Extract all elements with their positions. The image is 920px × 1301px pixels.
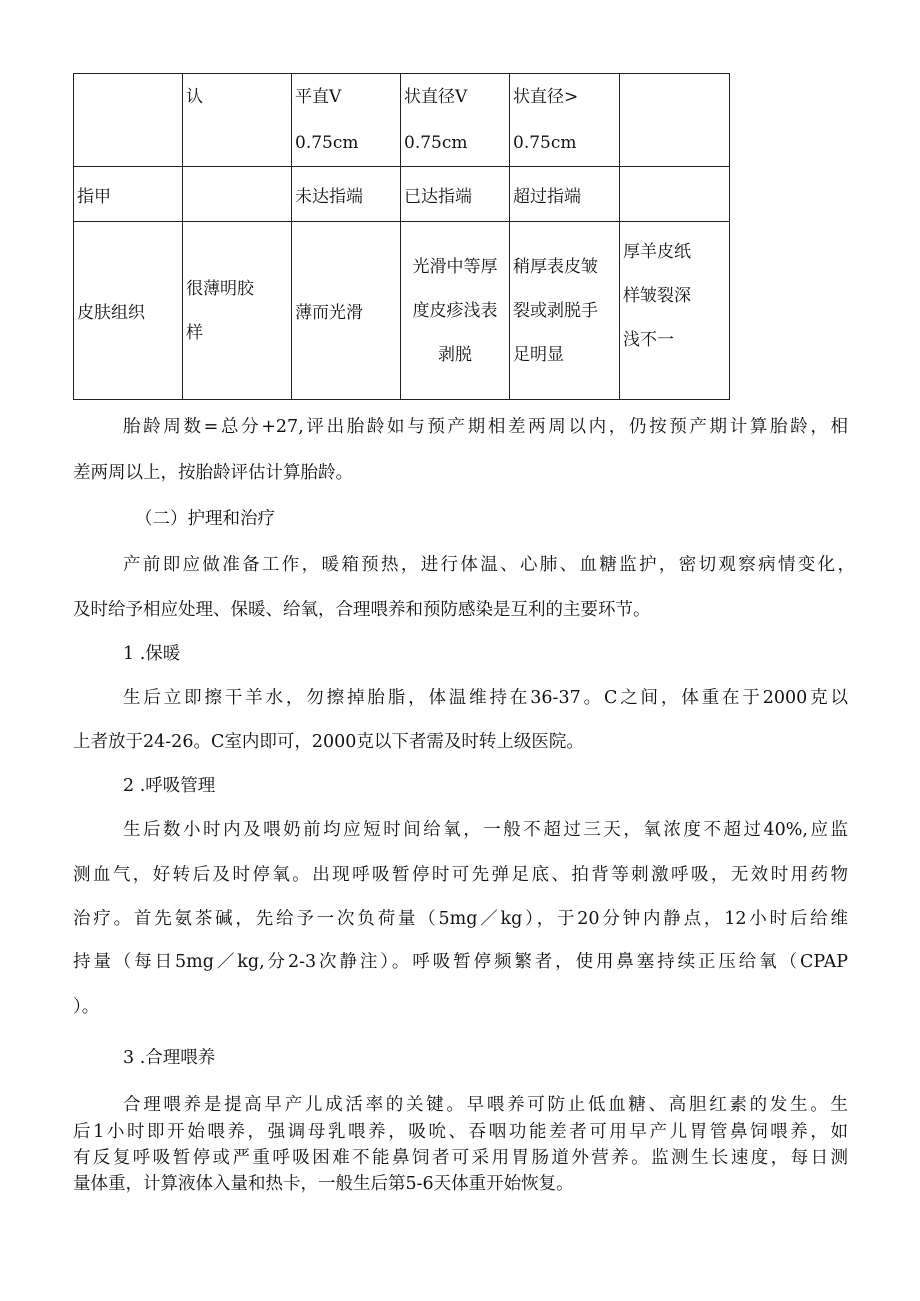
table-cell — [292, 74, 401, 167]
section-heading: （二）护理和治疗 — [135, 509, 275, 529]
assessment-table — [73, 73, 730, 400]
cell-line: 平直V — [295, 87, 342, 107]
paragraph-line: 测血气，好转后及时停氧。出现呼吸暂停时可先弹足底、拍背等刺激呼吸，无效时用药物 — [73, 865, 848, 885]
table-cell: 超过指端 — [510, 167, 620, 222]
table-cell: 薄而光滑 — [292, 222, 401, 400]
paragraph-line: 后1小时即开始喂养，强调母乳喂养，吸吮、吞咽功能差者可用早产儿胃管鼻饲喂养，如 — [73, 1122, 848, 1142]
cell-line: 0.75cm — [404, 133, 468, 153]
cell-line: 0.75cm — [513, 133, 577, 153]
paragraph-line: 生后数小时内及喂奶前均应短时间给氧，一般不超过三天，氧浓度不超过40%,应监 — [123, 820, 848, 840]
cell-line: 状直径> — [513, 87, 579, 107]
cell-line: 状直径V — [404, 87, 468, 107]
section-heading: 2 .呼吸管理 — [123, 776, 216, 796]
paragraph-line: 胎龄周数=总分+27,评出胎龄如与预产期相差两周以内，仍按预产期计算胎龄，相 — [123, 417, 848, 437]
paragraph-line: 及时给予相应处理、保暖、给氧，合理喂养和预防感染是互利的主要环节。 — [73, 600, 651, 620]
table-row-label: 指甲 — [74, 167, 183, 222]
cell-line: 浅不一 — [623, 330, 674, 350]
section-heading: 1 .保暖 — [123, 644, 181, 664]
table-cell — [74, 74, 183, 167]
table-cell — [183, 222, 292, 400]
cell-line: 度皮疹浅表 — [412, 300, 498, 321]
cell-line: 样 — [186, 322, 203, 343]
paragraph-line: ）。 — [73, 997, 100, 1017]
table-cell — [620, 167, 730, 222]
cell-line: 裂或剥脱手 — [513, 300, 598, 321]
cell-line: 足明显 — [513, 344, 564, 365]
cell-line: 很薄明胶 — [186, 278, 254, 299]
cell-line: 样皱裂深 — [623, 286, 691, 306]
paragraph-line: 产前即应做准备工作，暖箱预热，进行体温、心肺、血糖监护，密切观察病情变化， — [123, 555, 855, 575]
table-row — [74, 167, 730, 222]
table-cell: 已达指端 — [401, 167, 510, 222]
table-cell: 未达指端 — [292, 167, 401, 222]
cell-line: 剥脱 — [438, 344, 472, 365]
table-row-label: 皮肤组织 — [74, 222, 183, 400]
paragraph-line: 上者放于24-26。C室内即可，2000克以下者需及时转上级医院。 — [73, 732, 584, 752]
paragraph-line: 治疗。首先氨茶碱，先给予一次负荷量（5mg／kg），于20分钟内静点，12小时后给维 — [73, 909, 848, 929]
cell-line: 0.75cm — [295, 133, 359, 153]
table-cell — [401, 74, 510, 167]
cell-line: 稍厚表皮皱 — [513, 256, 598, 277]
table-cell — [401, 222, 510, 400]
table-cell: 认 — [183, 74, 292, 167]
cell-line: 厚羊皮纸 — [623, 242, 691, 262]
paragraph-line: 量体重，计算液体入量和热卡，一般生后第5-6天体重开始恢复。 — [73, 1174, 574, 1194]
cell-line: 光滑中等厚 — [412, 256, 498, 277]
paragraph-line: 持量（每日5mg／kg,分2-3次静注）。呼吸暂停频繁者，使用鼻塞持续正压给氧（CPAP — [73, 952, 848, 972]
paragraph-line: 合理喂养是提高早产儿成活率的关键。早喂养可防止低血糖、高胆红素的发生。生 — [123, 1095, 848, 1115]
paragraph-line: 生后立即擦干羊水，勿擦掉胎脂，体温维持在36-37。C之间，体重在于2000克以 — [123, 688, 848, 708]
table-cell — [183, 167, 292, 222]
table-cell — [620, 74, 730, 167]
table-row — [74, 222, 730, 400]
table-cell — [510, 74, 620, 167]
paragraph-line: 差两周以上，按胎龄评估计算胎龄。 — [73, 463, 353, 483]
section-heading: 3 .合理喂养 — [123, 1048, 216, 1068]
paragraph-line: 有反复呼吸暂停或严重呼吸困难不能鼻饲者可采用胃肠道外营养。监测生长速度，每日测 — [73, 1148, 848, 1168]
table-cell — [620, 222, 730, 400]
table-cell — [510, 222, 620, 400]
table-row — [74, 74, 730, 167]
